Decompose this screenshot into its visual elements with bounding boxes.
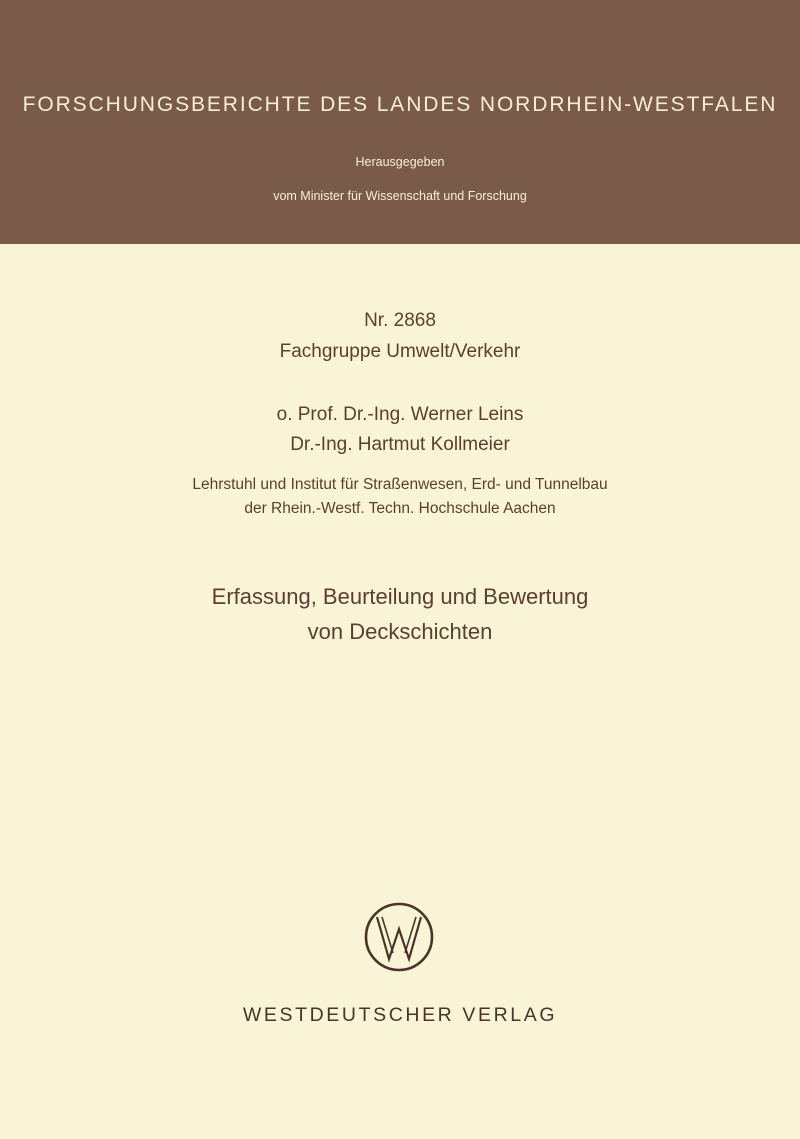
institute-line: Lehrstuhl und Institut für Straßenwesen, Erd- und Tunnelbau <box>192 476 608 493</box>
header-band <box>0 0 800 244</box>
publisher-name: WESTDEUTSCHER VERLAG <box>242 1004 558 1026</box>
subject-group: Fachgruppe Umwelt/Verkehr <box>279 341 521 362</box>
report-number: Nr. 2868 <box>364 310 436 331</box>
publisher-authority: vom Minister für Wissenschaft und Forschung <box>273 189 527 203</box>
author-name: Dr.-Ing. Hartmut Kollmeier <box>290 434 510 455</box>
series-title: FORSCHUNGSBERICHTE DES LANDES NORDRHEIN-WESTFALEN <box>22 93 778 116</box>
edited-by-label: Herausgegeben <box>355 155 445 169</box>
author-name: o. Prof. Dr.-Ing. Werner Leins <box>276 404 524 425</box>
book-title-line: Erfassung, Beurteilung und Bewertung <box>211 584 589 609</box>
institute-line: der Rhein.-Westf. Techn. Hochschule Aachen <box>244 500 556 517</box>
book-title-line: von Deckschichten <box>307 619 493 644</box>
publisher-w-logo-icon <box>363 901 435 973</box>
